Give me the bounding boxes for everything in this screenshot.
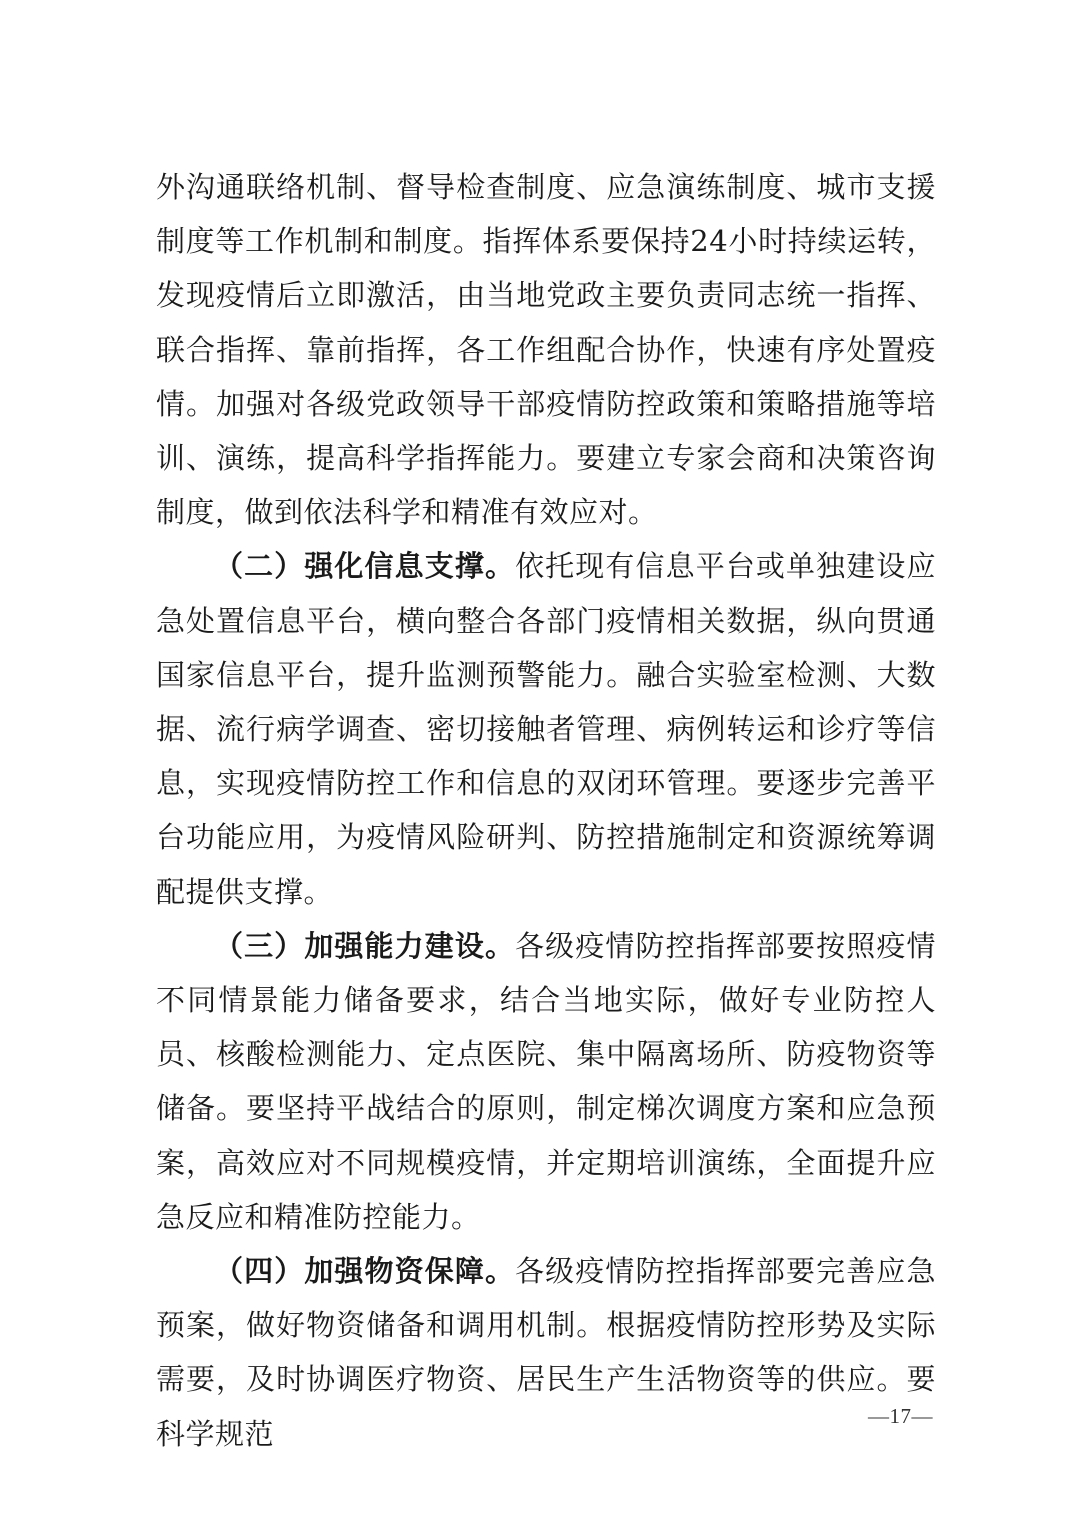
section-heading: （二）强化信息支撑。: [214, 549, 516, 584]
page-number: —17—: [868, 1404, 933, 1428]
section-heading: （四）加强物资保障。: [214, 1254, 516, 1289]
paragraph-text: 各级疫情防控指挥部要完善应急预案，做好物资储备和调用机制。根据疫情防控形势及实际需要，及时协调医疗物资、居民生产生活物资等的供应。要科学规范: [156, 1254, 936, 1451]
body-text: [156, 160, 936, 1461]
paragraph-continuation: [156, 160, 936, 539]
paragraph-text: 各级疫情防控指挥部要按照疫情不同情景能力储备要求，结合当地实际，做好专业防控人员、核酸检测能力、定点医院、集中隔离场所、防疫物资等储备。要坚持平战结合的原则，制定梯次调度方案和应急预案，高效应对不同规模疫情，并定期培训演练，全面提升应急反应和精准防控能力。: [156, 928, 936, 1234]
paragraph-capacity-building: [156, 919, 936, 1244]
paragraph-material-support: [156, 1244, 936, 1461]
paragraph-information-support: [156, 539, 936, 918]
paragraph-text: 依托现有信息平台或单独建设应急处置信息平台，横向整合各部门疫情相关数据，纵向贯通国家信息平台，提升监测预警能力。融合实验室检测、大数据、流行病学调查、密切接触者管理、病例转运和诊疗等信息，实现疫情防控工作和信息的双闭环管理。要逐步完善平台功能应用，为疫情风险研判、防控措施制定和资源统筹调配提供支撑。: [156, 549, 936, 909]
paragraph-text: 外沟通联络机制、督导检查制度、应急演练制度、城市支援制度等工作机制和制度。指挥体系要保持24小时持续运转，发现疫情后立即激活，由当地党政主要负责同志统一指挥、联合指挥、靠前指挥，各工作组配合协作，快速有序处置疫情。加强对各级党政领导干部疫情防控政策和策略措施等培训、演练，提高科学指挥能力。要建立专家会商和决策咨询制度，做到依法科学和精准有效应对。: [156, 170, 936, 530]
section-heading: （三）加强能力建设。: [214, 928, 516, 963]
